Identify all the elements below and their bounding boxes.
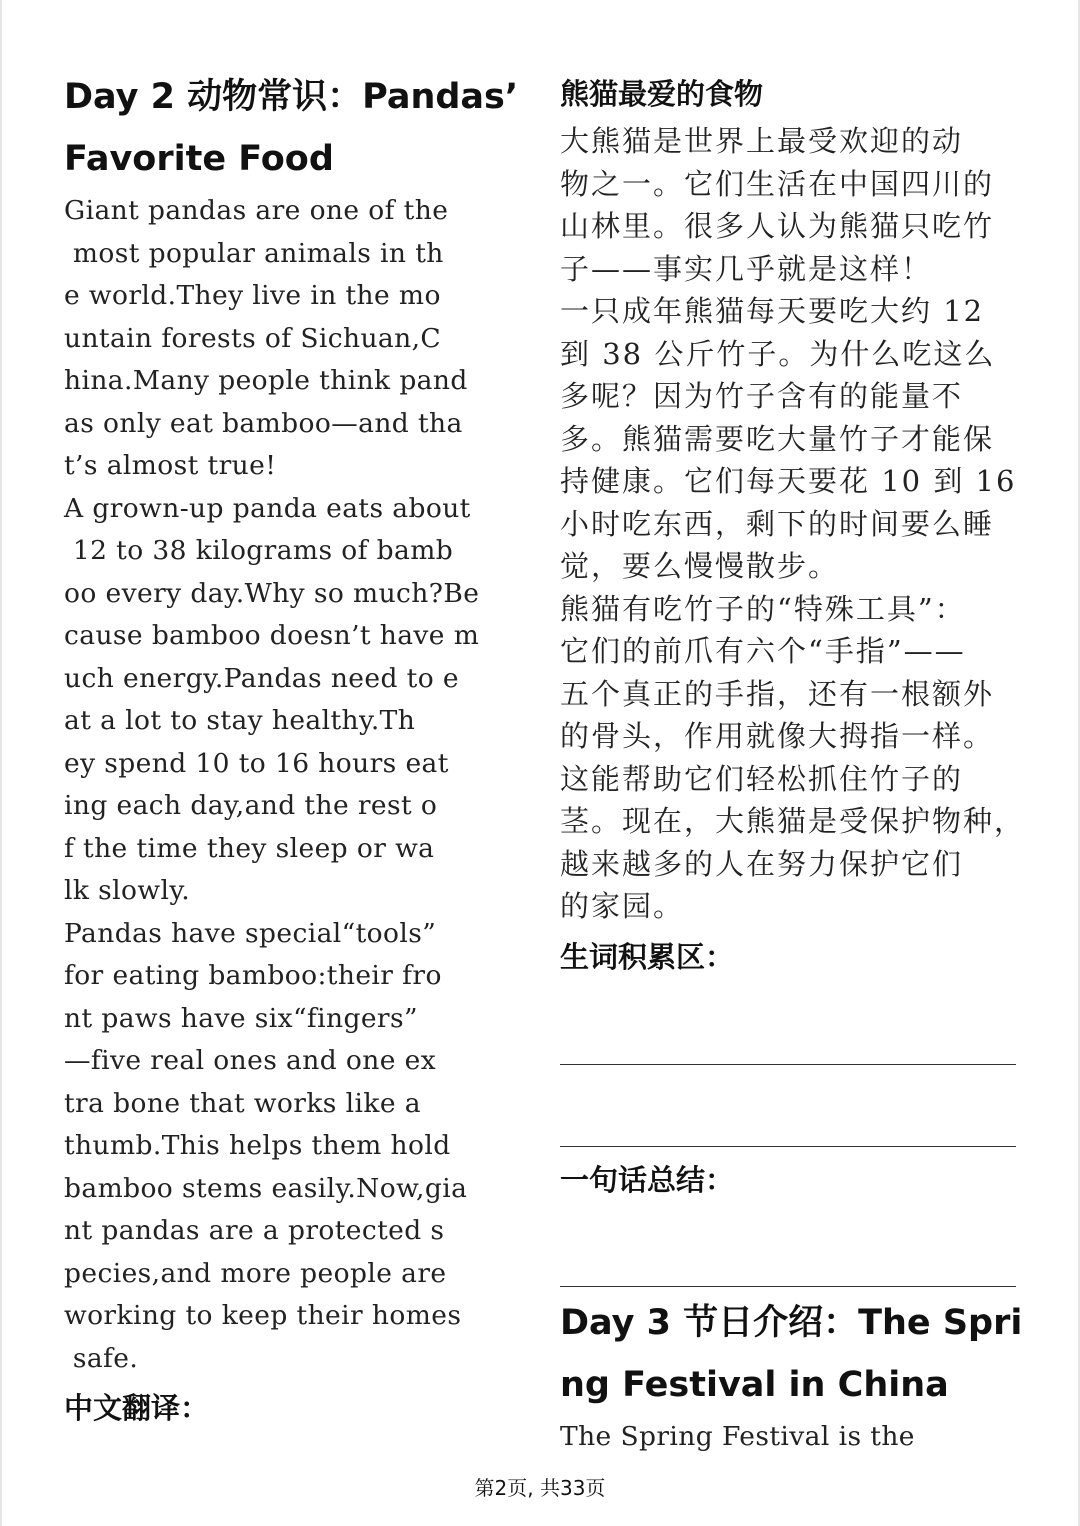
day3-title-line-2: ng Festival in China: [560, 1365, 949, 1405]
day2-english-line: cause bamboo doesn’t have m: [64, 620, 480, 651]
translation-line: 觉，要么慢慢散步。: [560, 549, 840, 583]
vocab-answer-line-1: [560, 1064, 1016, 1065]
page-edge-left: [0, 0, 2, 1526]
day2-english-line: pecies,and more people are: [64, 1257, 447, 1289]
day2-english-line: thumb.This helps them hold: [64, 1130, 451, 1161]
day2-english-line: lk slowly.: [64, 875, 191, 906]
day2-title-line-2: Favorite Food: [64, 139, 334, 179]
day2-english-line: untain forests of Sichuan,C: [64, 322, 442, 354]
day2-english-line: tra bone that works like a: [64, 1087, 421, 1119]
translation-line: 小时吃东西，剩下的时间要么睡: [560, 506, 995, 541]
translation-line: 多。熊猫需要吃大量竹子才能保: [560, 421, 995, 456]
day2-english-line: nt pandas are a protected s: [64, 1215, 445, 1246]
day2-english-line: 12 to 38 kilograms of bamb: [64, 535, 454, 566]
day2-english-line: for eating bamboo:their fro: [64, 960, 442, 991]
day2-english-line: nt paws have six“fingers”: [64, 1002, 418, 1034]
translation-line: 茎。现在，大熊猫是受保护物种，: [560, 804, 1026, 838]
day2-english-line: —five real ones and one ex: [64, 1045, 437, 1076]
vocab-label: 生词积累区：: [560, 940, 735, 974]
summary-answer-line: [560, 1286, 1016, 1287]
day2-english-line: working to keep their homes: [64, 1300, 462, 1331]
day2-english-line: safe.: [64, 1342, 139, 1374]
vocab-answer-line-2: [560, 1146, 1016, 1147]
day2-english-line: uch energy.Pandas need to e: [64, 662, 459, 694]
translation-line: 的家园。: [560, 889, 685, 923]
translation-line: 到 38 公斤竹子。为什么吃这么: [560, 336, 996, 371]
translation-line: 子——事实几乎就是这样！: [560, 251, 933, 286]
day2-english-line: ing each day,and the rest o: [64, 790, 438, 821]
day2-english-line: Pandas have special“tools”: [64, 917, 437, 949]
translation-line: 多呢？因为竹子含有的能量不: [560, 379, 964, 413]
translation-line: 大熊猫是世界上最受欢迎的动: [560, 124, 964, 158]
day2-english-line: ey spend 10 to 16 hours eat: [64, 747, 449, 779]
day2-english-line: Giant pandas are one of the: [64, 195, 449, 226]
translation-heading: 熊猫最爱的食物: [560, 77, 764, 111]
translation-line: 这能帮助它们轻松抓住竹子的: [560, 761, 964, 796]
day2-english-line: as only eat bamboo—and tha: [64, 407, 463, 439]
day2-english-line: oo every day.Why so much?Be: [64, 577, 480, 609]
translation-line: 越来越多的人在努力保护它们: [560, 846, 964, 881]
translation-label: 中文翻译：: [64, 1391, 210, 1425]
translation-line: 一只成年熊猫每天要吃大约 12: [560, 294, 985, 328]
day3-english-line: The Spring Festival is the: [560, 1421, 915, 1452]
day2-english-line: f the time they sleep or wa: [64, 832, 435, 864]
translation-line: 熊猫有吃竹子的“特殊工具”：: [560, 591, 966, 626]
day2-english-line: at a lot to stay healthy.Th: [64, 705, 416, 736]
page-number-footer: 第2页, 共33页: [474, 1476, 606, 1500]
summary-label: 一句话总结：: [560, 1163, 735, 1197]
day2-english-line: A grown-up panda eats about: [64, 492, 471, 524]
day2-english-line: e world.They live in the mo: [64, 280, 441, 311]
translation-line: 持健康。它们每天要花 10 到 16: [560, 464, 1017, 498]
day2-title-line-1: Day 2 动物常识：Pandas’: [64, 77, 519, 117]
day2-english-line: most popular animals in th: [64, 237, 444, 269]
day2-english-line: bamboo stems easily.Now,gia: [64, 1172, 468, 1204]
day3-title-line-1: Day 3 节日介绍：The Spri: [560, 1303, 1023, 1343]
translation-line: 五个真正的手指，还有一根额外: [560, 676, 995, 711]
day2-english-line: t’s almost true!: [64, 450, 277, 481]
translation-line: 物之一。它们生活在中国四川的: [560, 166, 995, 201]
day2-english-line: hina.Many people think pand: [64, 365, 468, 396]
translation-line: 的骨头，作用就像大拇指一样。: [560, 719, 995, 753]
translation-line: 山林里。很多人认为熊猫只吃竹: [560, 209, 995, 243]
translation-line: 它们的前爪有六个“手指”——: [560, 634, 966, 668]
